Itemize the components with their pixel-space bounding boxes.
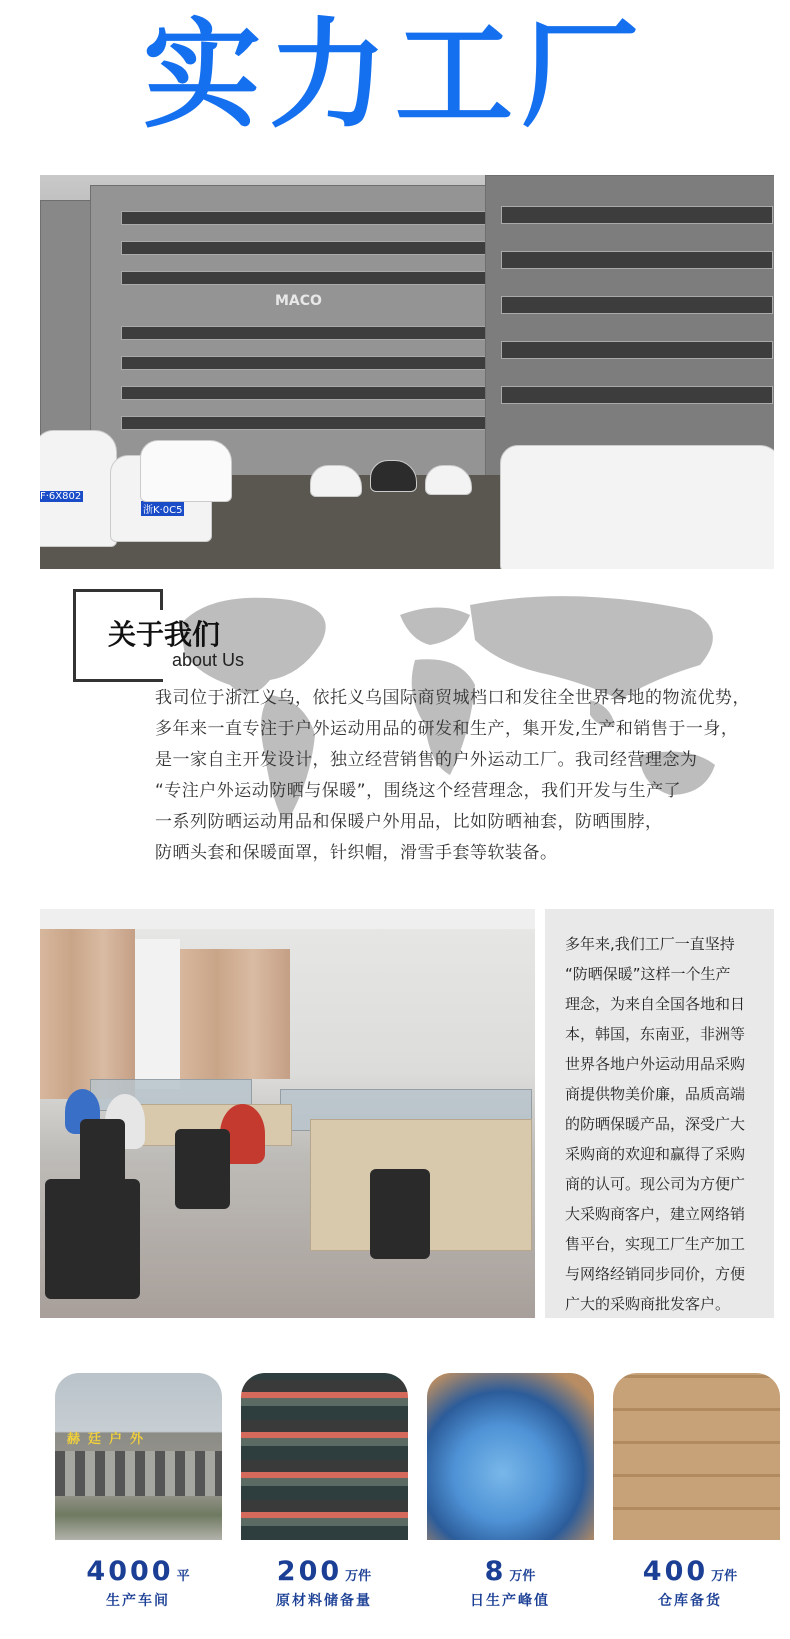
license-plate: 浙K·0C5 <box>141 501 184 516</box>
about-paragraph <box>155 683 780 869</box>
factory-building-photo <box>40 175 774 569</box>
van <box>140 440 232 502</box>
about-line: 一系列防晒运动用品和保暖户外用品，比如防晒袖套，防晒围脖， <box>155 812 663 832</box>
office-description <box>545 909 774 1318</box>
stat-number: 200 <box>276 1556 343 1587</box>
stat-number: 4000 <box>86 1556 174 1587</box>
office-line: 商提供物美价廉，品质高端 <box>565 1085 746 1103</box>
office-line: 多年来,我们工厂一直坚持 <box>565 935 735 953</box>
building-sign: MACO <box>275 293 322 309</box>
production-thumbnail <box>427 1373 594 1540</box>
about-line: 多年来一直专注于户外运动用品的研发和生产，集开发,生产和销售于一身， <box>155 719 739 739</box>
license-plate: F·6X802 <box>40 491 82 502</box>
stat-number: 8 <box>484 1556 507 1587</box>
office-photo <box>40 909 535 1318</box>
page-title: 实力工厂 <box>142 6 647 144</box>
stat-unit: 万件 <box>711 1569 738 1584</box>
stat-label: 仓库备货 <box>658 1593 722 1609</box>
stat-production <box>410 1556 610 1587</box>
main-building <box>90 185 532 477</box>
about-line: 防晒头套和保暖面罩，针织帽，滑雪手套等软装备。 <box>155 843 558 863</box>
stat-label: 生产车间 <box>106 1593 170 1609</box>
about-line: 我司位于浙江义乌，依托义乌国际商贸城档口和发往全世界各地的物流优势， <box>155 688 750 708</box>
office-line: 大采购商客户，建立网络销 <box>565 1205 746 1223</box>
stat-unit: 平 <box>176 1569 190 1584</box>
stat-unit: 万件 <box>509 1569 536 1584</box>
office-line: 世界各地户外运动用品采购 <box>565 1055 746 1073</box>
stat-number: 400 <box>642 1556 709 1587</box>
stat-materials <box>224 1556 424 1587</box>
office-line: 商的认可。现公司为方便广 <box>565 1175 746 1193</box>
office-line: 采购商的欢迎和赢得了采购 <box>565 1145 746 1163</box>
workshop-thumbnail <box>55 1373 222 1540</box>
office-line: 理念，为来自全国各地和日 <box>565 995 746 1013</box>
office-line: 与网络经销同步同价，方便 <box>565 1265 746 1283</box>
about-heading: 关于我们 <box>108 618 221 651</box>
car <box>310 465 362 497</box>
stat-unit: 万件 <box>345 1569 372 1584</box>
stat-label: 日生产峰值 <box>470 1593 550 1609</box>
warehouse-thumbnail <box>613 1373 780 1540</box>
right-building <box>485 175 774 477</box>
materials-thumbnail <box>241 1373 408 1540</box>
office-line: 广大的采购商批发客户。 <box>565 1295 731 1313</box>
car <box>500 445 774 569</box>
stat-warehouse <box>590 1556 790 1587</box>
far-left-building <box>40 200 97 442</box>
stat-workshop <box>38 1556 238 1587</box>
workshop-sign: 赫廷户外 <box>67 1432 152 1447</box>
about-subheading: about Us <box>172 650 245 670</box>
about-line: “专注户外运动防晒与保暖”，围绕这个经营理念，我们开发与生产了 <box>155 781 682 801</box>
office-line: 的防晒保暖产品，深受广大 <box>565 1115 746 1133</box>
office-line: “防晒保暖”这样一个生产 <box>565 965 731 983</box>
stat-label: 原材料储备量 <box>276 1593 372 1609</box>
office-line: 本，韩国，东南亚，非洲等 <box>565 1025 746 1043</box>
office-line: 售平台，实现工厂生产加工 <box>565 1235 746 1253</box>
car <box>40 430 117 547</box>
about-line: 是一家自主开发设计，独立经营销售的户外运动工厂。我司经营理念为 <box>155 750 698 770</box>
